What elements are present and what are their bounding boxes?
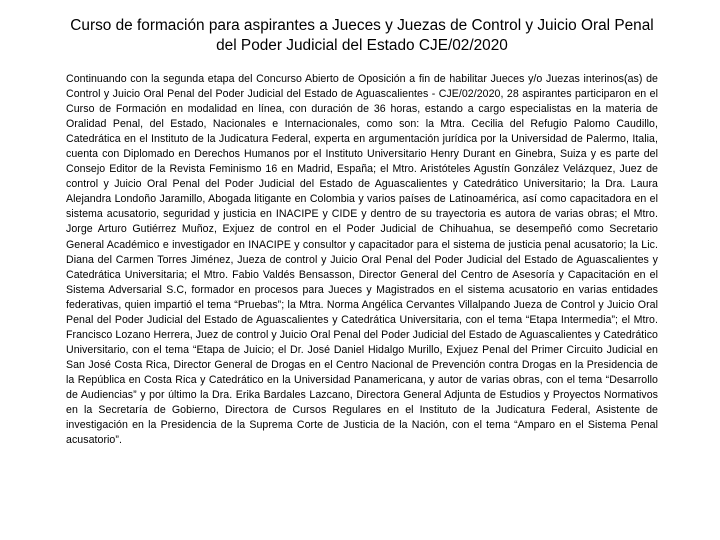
document-title: Curso de formación para aspirantes a Jueces y Juezas de Control y Juicio Oral Penal del Poder Judicial del Estado CJE/02/2020: [70, 17, 654, 54]
document-body-paragraph: Continuando con la segunda etapa del Concurso Abierto de Oposición a fin de habilitar Jueces y/o Juezas interinos(as) de Control y Juicio Oral Penal del Poder Judicial del Estado de Aguascalientes - CJE/02/2020, 28 aspirantes participaron en el Curso de Formación en modalidad en línea, con duración de 36 horas, estando a cargo especialistas en la materia de Oralidad Penal, del Estado, Nacionales e Internacionales, como son: la Mtra. Cecilia del Refugio Palomo Caudillo, Catedrática en el Instituto de la Judicatura Federal, experta en argumentación jurídica por la Universidad de Palermo, Italia, cuenta con Diplomado en Derechos Humanos por el Instituto Universitario Henry Durant en Ginebra, Suiza y es parte del Consejo Editor de la Revista Feminismo 16 en Madrid, España; el Mtro. Aristóteles Agustín González Velázquez, Juez de control y Juicio Oral Penal del Poder Judicial del Estado de Aguascalientes y Catedrático Universitario; la Dra. Laura Alejandra Londoño Jaramillo, Abogada litigante en Colombia y varios países de Latinoamérica, así como capacitadora en el sistema acusatorio, seguridad y justicia en INACIPE y CIDE y dentro de su trayectoria es autora de varias obras; el Mtro. Jorge Arturo Gutiérrez Muñoz, Exjuez de control en el Poder Judicial de Chihuahua, se desempeñó como Secretario General Académico e investigador en INACIPE y consultor y capacitador para el sistema de justicia penal acusatorio; la Lic. Diana del Carmen Torres Jiménez, Jueza de control y Juicio Oral Penal del Poder Judicial del Estado de Aguascalientes y Catedrática Universitaria; el Mtro. Fabio Valdés Bensasson, Director General del Centro de Asesoría y Capacitación en el Sistema Adversarial S.C, formador en procesos para Jueces y Magistrados en el sistema acusatorio en varias entidades federativas, quien impartió el tema “Pruebas”; la Mtra. Norma Angélica Cervantes Villalpando Jueza de Control y Juicio Oral Penal del Poder Judicial del Estado de Aguascalientes y Catedrática Universitaria, con el tema “Etapa Intermedia”; el Mtro. Francisco Lozano Herrera, Juez de control y Juicio Oral Penal del Poder Judicial del Estado de Aguascalientes y Catedrático Universitario, con el tema “Etapa de Juicio; el Dr. José Daniel Hidalgo Murillo, Exjuez Penal del Primer Circuito Judicial en San José Costa Rica, Director General de Drogas en el Centro Nacional de Prevención contra Drogas en la Presidencia de la República en Costa Rica y Catedrático en la Universidad Panamericana, y autor de varias obras, con el tema “Desarrollo de Audiencias” y por último la Dra. Erika Bardales Lazcano, Directora General Adjunta de Estudios y Proyectos Normativos en la Secretaría de Gobierno, Directora de Cursos Regulares en el Instituto de la Judicatura Federal, Asistente de investigación en la Presidencia de la Suprema Corte de Justicia de la Nación, con el tema “Amparo en el Sistema Penal acusatorio”.: [66, 73, 658, 447]
